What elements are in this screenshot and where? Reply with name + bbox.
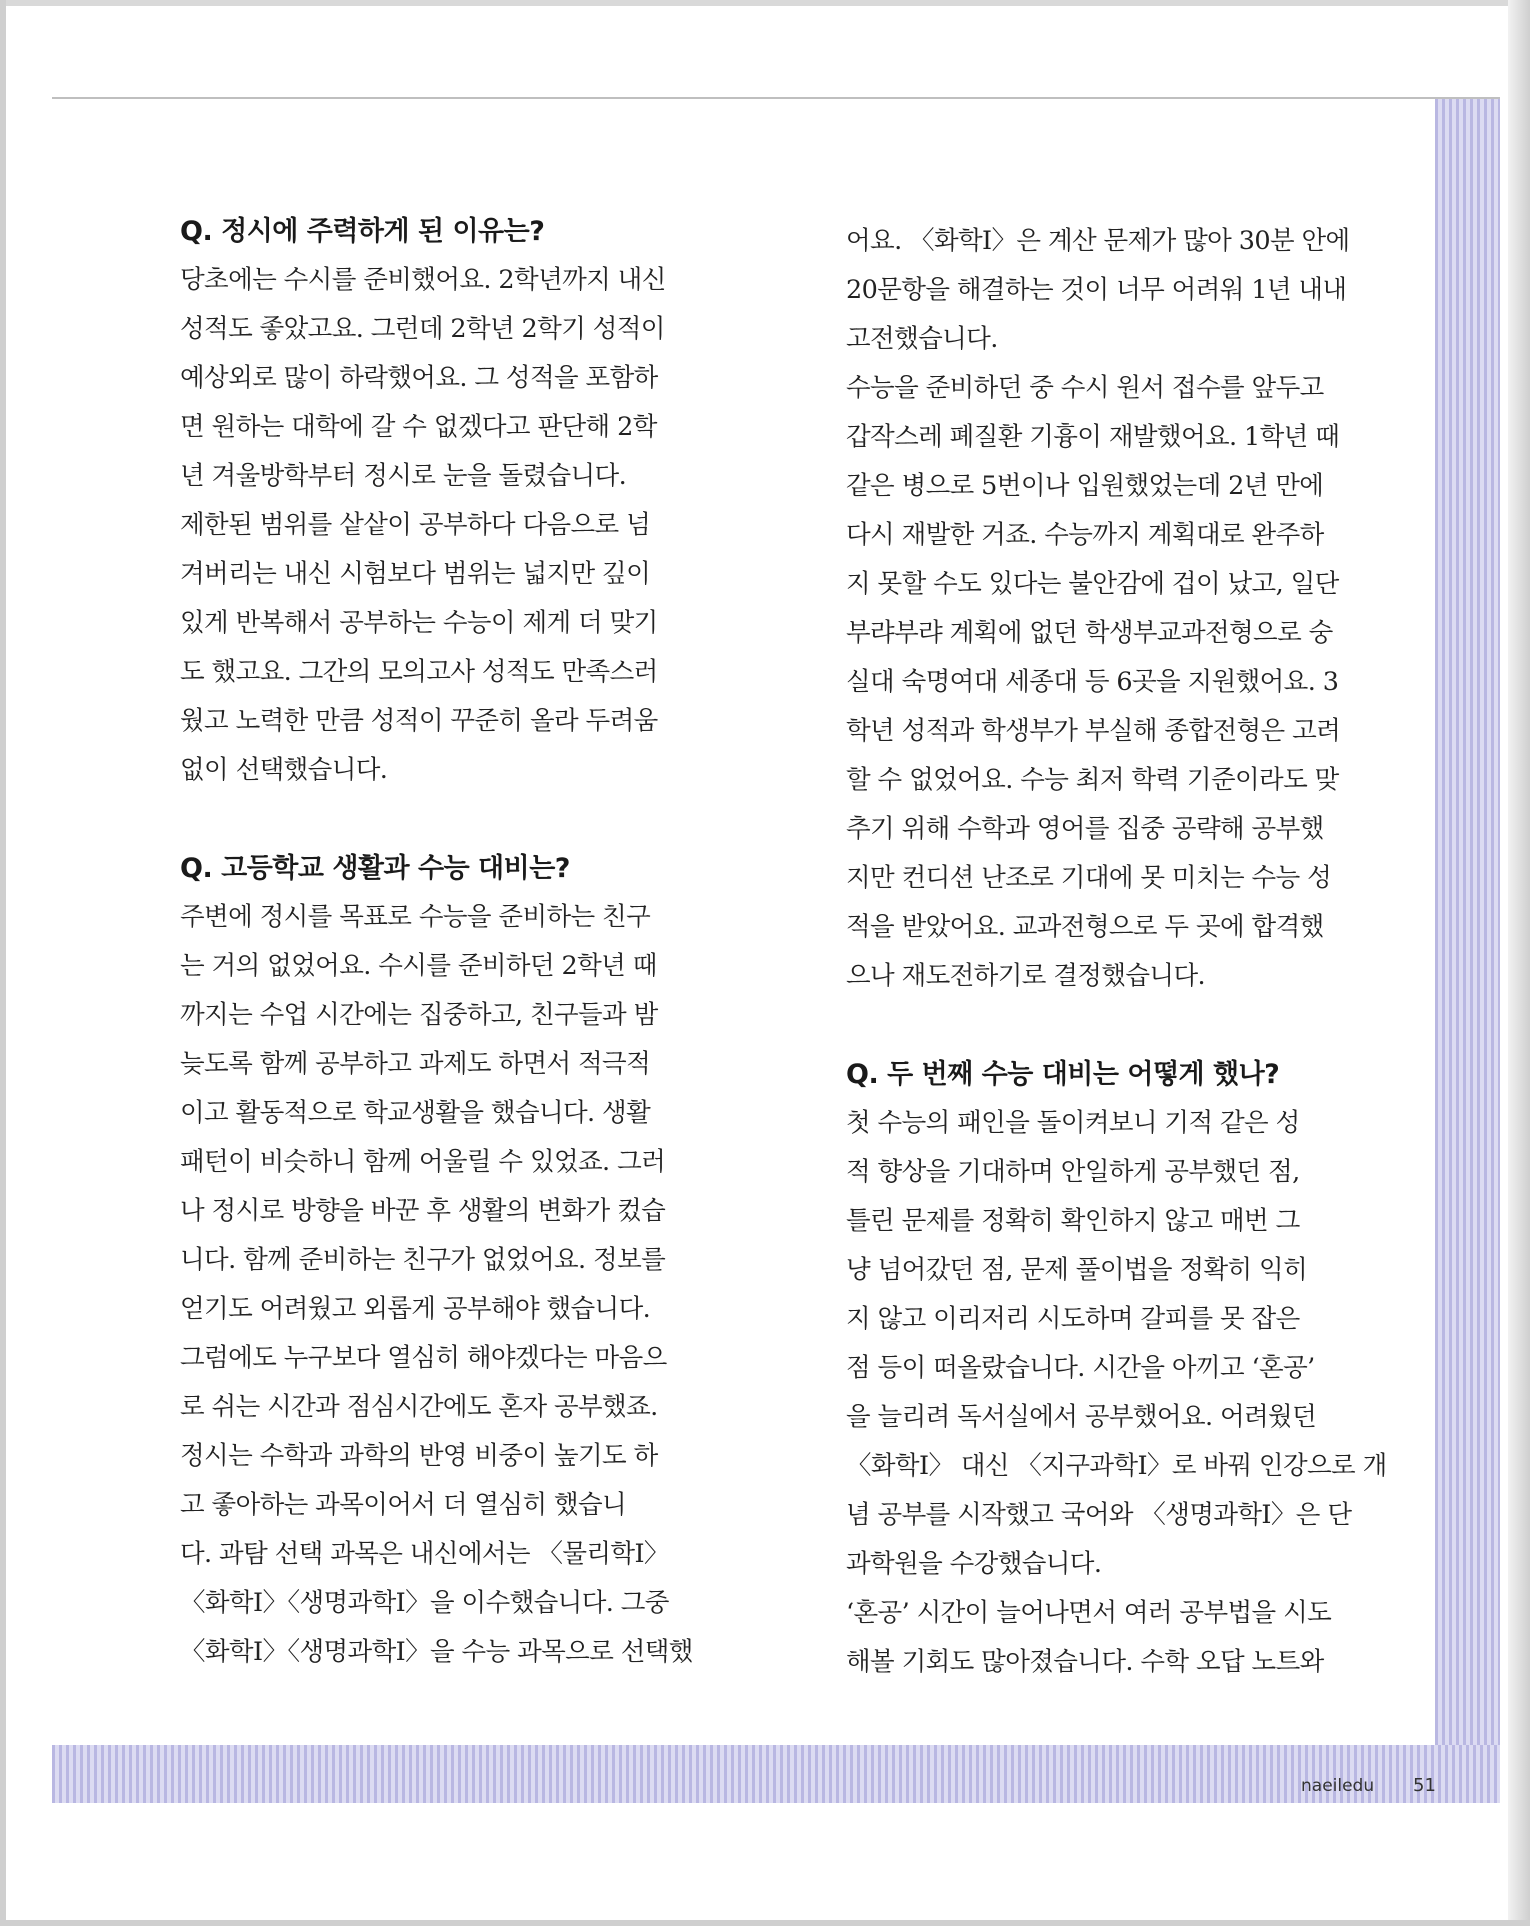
body-text-line: ‘혼공’ 시간이 늘어나면서 여러 공부법을 시도 [846,1598,1332,1628]
body-text-line: 해볼 기회도 많아졌습니다. 수학 오답 노트와 [846,1647,1324,1677]
body-text-line: 나 정시로 방향을 바꾼 후 생활의 변화가 컸습 [180,1196,666,1226]
body-text-line: 과학원을 수강했습니다. [846,1549,1102,1579]
body-text-line: 도 했고요. 그간의 모의고사 성적도 만족스러 [180,657,658,687]
body-text-line: 갑작스레 폐질환 기흉이 재발했어요. 1학년 때 [846,422,1340,452]
body-text-line: 지 않고 이리저리 시도하며 갈피를 못 잡은 [846,1304,1300,1334]
body-text-line: 없이 선택했습니다. [180,755,388,785]
body-text-line: 적 향상을 기대하며 안일하게 공부했던 점, [846,1157,1300,1187]
body-text-line: 부랴부랴 계획에 없던 학생부교과전형으로 숭 [846,618,1333,648]
body-text-line: 〈화학Ⅰ〉 대신 〈지구과학Ⅰ〉로 바꿔 인강으로 개 [846,1451,1387,1481]
body-text-line: 패턴이 비슷하니 함께 어울릴 수 있었죠. 그러 [180,1147,666,1177]
decorative-stripe-right [1435,97,1500,1803]
body-text-line: 있게 반복해서 공부하는 수능이 제게 더 맞기 [180,608,658,638]
body-text-line: 당초에는 수시를 준비했어요. 2학년까지 내신 [180,265,666,295]
section-gap [180,795,700,844]
page-edge-top [0,0,1530,6]
body-text-line: 수능을 준비하던 중 수시 원서 접수를 앞두고 [846,373,1324,403]
section-gap [846,1001,1366,1050]
body-text-line: 년 겨울방학부터 정시로 눈을 돌렸습니다. [180,461,627,491]
body-text-line: 이고 활동적으로 학교생활을 했습니다. 생활 [180,1098,651,1128]
body-text-line: 주변에 정시를 목표로 수능을 준비하는 친구 [180,902,651,932]
body-text-line: 까지는 수업 시간에는 집중하고, 친구들과 밤 [180,1000,658,1030]
body-text-line: 추기 위해 수학과 영어를 집중 공략해 공부했 [846,814,1324,844]
section-heading: Q. 고등학교 생활과 수능 대비는? [180,853,570,884]
body-text-line: 적을 받았어요. 교과전형으로 두 곳에 합격했 [846,912,1324,942]
body-text-line: 지만 컨디션 난조로 기대에 못 미치는 수능 성 [846,863,1332,893]
section-heading: Q. 정시에 주력하게 된 이유는? [180,216,545,247]
body-text-line: 점 등이 떠올랐습니다. 시간을 아끼고 ‘혼공’ [846,1353,1315,1383]
body-text-line: 〈화학Ⅰ〉〈생명과학Ⅰ〉을 수능 과목으로 선택했 [180,1637,693,1667]
left-column [180,207,700,1677]
page-edge-right [1508,0,1530,1926]
body-text-line: 제한된 범위를 샅샅이 공부하다 다음으로 넘 [180,510,651,540]
right-column [846,217,1387,1687]
body-text-line: 념 공부를 시작했고 국어와 〈생명과학Ⅰ〉은 단 [846,1500,1352,1530]
body-text-line: 다시 재발한 거죠. 수능까지 계획대로 완주하 [846,520,1324,550]
body-text-line: 지 못할 수도 있다는 불안감에 겁이 났고, 일단 [846,569,1339,599]
body-text-line: 고전했습니다. [846,324,998,354]
body-text-line: 웠고 노력한 만큼 성적이 꾸준히 올라 두려움 [180,706,658,736]
body-text-line: 고 좋아하는 과목이어서 더 열심히 했습니 [180,1490,627,1520]
body-text-line: 첫 수능의 패인을 돌이켜보니 기적 같은 성 [846,1108,1300,1138]
body-text-line: 그럼에도 누구보다 열심히 해야겠다는 마음으 [180,1343,667,1373]
body-text-line: 면 원하는 대학에 갈 수 없겠다고 판단해 2학 [180,412,657,442]
body-text-line: 실대 숙명여대 세종대 등 6곳을 지원했어요. 3 [846,667,1339,697]
publication-brand: naeiledu [1301,1776,1375,1796]
body-text-line: 니다. 함께 준비하는 친구가 없었어요. 정보를 [180,1245,666,1275]
top-divider [52,97,1500,99]
body-text-line: 로 쉬는 시간과 점심시간에도 혼자 공부했죠. [180,1392,658,1422]
body-text-line: 으나 재도전하기로 결정했습니다. [846,961,1205,991]
body-text-line: 예상외로 많이 하락했어요. 그 성적을 포함하 [180,363,658,393]
body-text-line: 같은 병으로 5번이나 입원했었는데 2년 만에 [846,471,1324,501]
body-text-line: 얻기도 어려웠고 외롭게 공부해야 했습니다. [180,1294,651,1324]
body-text-line: 는 거의 없었어요. 수시를 준비하던 2학년 때 [180,951,657,981]
body-text-line: 성적도 좋았고요. 그런데 2학년 2학기 성적이 [180,314,665,344]
body-text-line: 을 늘리려 독서실에서 공부했어요. 어려웠던 [846,1402,1317,1432]
body-text-line: 늦도록 함께 공부하고 과제도 하면서 적극적 [180,1049,651,1079]
page-edge-bottom [0,1920,1530,1926]
page-number: 51 [1413,1775,1436,1796]
body-text-line: 겨버리는 내신 시험보다 범위는 넓지만 깊이 [180,559,651,589]
body-text-line: 다. 과탐 선택 과목은 내신에서는 〈물리학Ⅰ〉 [180,1539,669,1569]
body-text-line: 틀린 문제를 정확히 확인하지 않고 매번 그 [846,1206,1300,1236]
section-heading: Q. 두 번째 수능 대비는 어떻게 했나? [846,1059,1280,1090]
body-text-line: 정시는 수학과 과학의 반영 비중이 높기도 하 [180,1441,658,1471]
body-text-line: 할 수 없었어요. 수능 최저 학력 기준이라도 맞 [846,765,1339,795]
body-text-line: 냥 넘어갔던 점, 문제 풀이법을 정확히 익히 [846,1255,1308,1285]
body-text-line: 〈화학Ⅰ〉〈생명과학Ⅰ〉을 이수했습니다. 그중 [180,1588,669,1618]
decorative-stripe-bottom [52,1745,1500,1803]
page-edge-left [0,0,6,1926]
body-text-line: 20문항을 해결하는 것이 너무 어려워 1년 내내 [846,275,1347,305]
body-text-line: 학년 성적과 학생부가 부실해 종합전형은 고려 [846,716,1341,746]
body-text-line: 어요. 〈화학Ⅰ〉은 계산 문제가 많아 30분 안에 [846,226,1350,256]
